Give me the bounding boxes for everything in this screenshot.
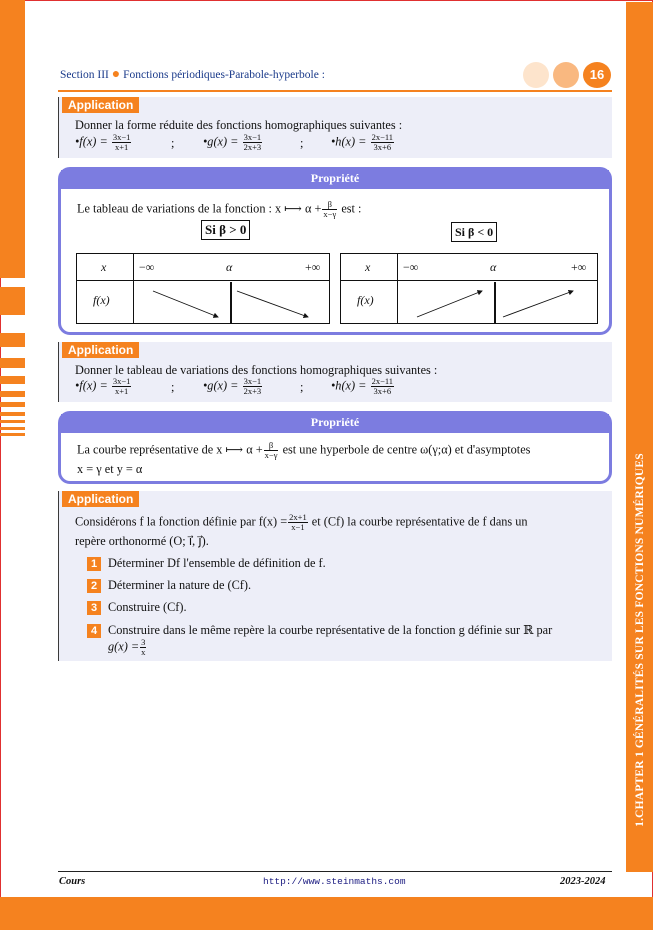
property-text-line2: x = γ et y = α [77, 462, 143, 476]
table-plus-inf: +∞ [305, 260, 321, 274]
table-plus-inf: +∞ [571, 260, 587, 274]
table-alpha: α [226, 260, 233, 274]
section-title: Fonctions périodiques-Parabole-hyperbole : [123, 69, 325, 81]
left-decor-block [0, 358, 25, 368]
separator: ; [171, 136, 175, 150]
variation-table-increasing [340, 253, 598, 324]
left-decor-block [0, 412, 25, 416]
property-text: Le tableau de variations de la fonction : x ⟼ α + $\frac{\beta}{x-\gamma}$ est : [77, 199, 362, 219]
bottom-band [0, 897, 653, 930]
application-tag: Application [62, 97, 139, 113]
table-x-label: x [365, 260, 371, 274]
table-fx-label: f(x) [357, 293, 374, 307]
item-number: 1 [87, 557, 101, 571]
application-intro: Considérons f la fonction définie par f(x) = $\frac{2x+1}{x-1}$ et (Cf) la courbe représentative de f dans un [75, 512, 528, 532]
table-minus-inf: −∞ [403, 260, 419, 274]
item-number: 3 [87, 601, 101, 615]
table-minus-inf: −∞ [139, 260, 155, 274]
left-decor-block [0, 391, 25, 397]
application-text: Donner la forme réduite des fonctions homographiques suivantes : [75, 118, 403, 132]
exercise-item-1: 1 Déterminer Df l'ensemble de définition de f. [87, 555, 326, 571]
case-beta-positive: Si β > 0 [201, 220, 250, 240]
chapter-side-label: 1.CHAPTER 1 GÉNÉRALITÉS SUR LES FONCTIONS NUMÉRIQUES [634, 453, 646, 827]
section-number: Section III [60, 69, 109, 81]
left-decor-block [0, 427, 25, 430]
left-decor-block [0, 433, 25, 436]
function-g: •g(x) = $\frac{3x-1}{2x+3}$ [203, 376, 262, 396]
page-number: 16 [583, 62, 611, 88]
left-decor-block [0, 376, 25, 384]
left-decor-block [0, 287, 25, 315]
separator: ; [171, 380, 175, 394]
variation-table-decreasing [76, 253, 330, 324]
separator: ; [300, 136, 304, 150]
separator: ; [300, 380, 304, 394]
footer-rule [58, 871, 612, 872]
property-box-1 [58, 167, 612, 335]
application-block-1 [58, 97, 612, 158]
section-header [60, 67, 325, 83]
item-number: 2 [87, 579, 101, 593]
property-heading: Propriété [61, 170, 609, 189]
left-decor-block [0, 420, 25, 423]
exercise-item-2: 2 Déterminer la nature de (Cf). [87, 577, 251, 593]
left-decor-block [0, 333, 25, 347]
item-4-formula: g(x) = $\frac{3}{x}$ [108, 637, 146, 657]
property-text: La courbe représentative de x ⟼ α + $\frac{\beta}{x-\gamma}$ est une hyperbole de centre ω(γ;α) et d'asymptotes [77, 440, 531, 460]
decor-circle [553, 62, 579, 88]
item-number: 4 [87, 624, 101, 638]
application-text: Donner le tableau de variations des fonctions homographiques suivantes : [75, 363, 438, 377]
case-beta-negative: Si β < 0 [451, 222, 497, 242]
table-alpha: α [490, 260, 497, 274]
header-rule [58, 90, 612, 92]
application-block-2 [58, 342, 612, 402]
left-decor-block [0, 402, 25, 407]
property-heading: Propriété [61, 414, 609, 433]
increasing-arrows [341, 254, 599, 325]
function-f: •f(x) = $\frac{3x-1}{x+1}$ [75, 132, 131, 152]
exercise-item-3: 3 Construire (Cf). [87, 599, 187, 615]
footer-link[interactable]: http://www.steinmaths.com [263, 876, 406, 887]
application-intro-line2: repère orthonormé (O; i⃗, j⃗). [75, 534, 209, 548]
footer-left: Cours [59, 876, 86, 887]
bullet-icon: ● [111, 67, 121, 82]
application-tag: Application [62, 342, 139, 358]
exercise-item-4: 4 Construire dans le même repère la courbe représentative de la fonction g définie sur ℝ par [87, 622, 599, 638]
property-box-2 [58, 411, 612, 484]
footer-right: 2023-2024 [560, 876, 606, 887]
decreasing-arrows [77, 254, 331, 325]
left-decor-bar [0, 0, 25, 278]
function-h: •h(x) = $\frac{2x-11}{3x+6}$ [331, 132, 394, 152]
table-fx-label: f(x) [93, 293, 110, 307]
decor-circle [523, 62, 549, 88]
function-g: •g(x) = $\frac{3x-1}{2x+3}$ [203, 132, 262, 152]
function-f: •f(x) = $\frac{3x-1}{x+1}$ [75, 376, 131, 396]
function-h: •h(x) = $\frac{2x-11}{3x+6}$ [331, 376, 394, 396]
application-tag: Application [62, 491, 139, 507]
table-x-label: x [101, 260, 107, 274]
